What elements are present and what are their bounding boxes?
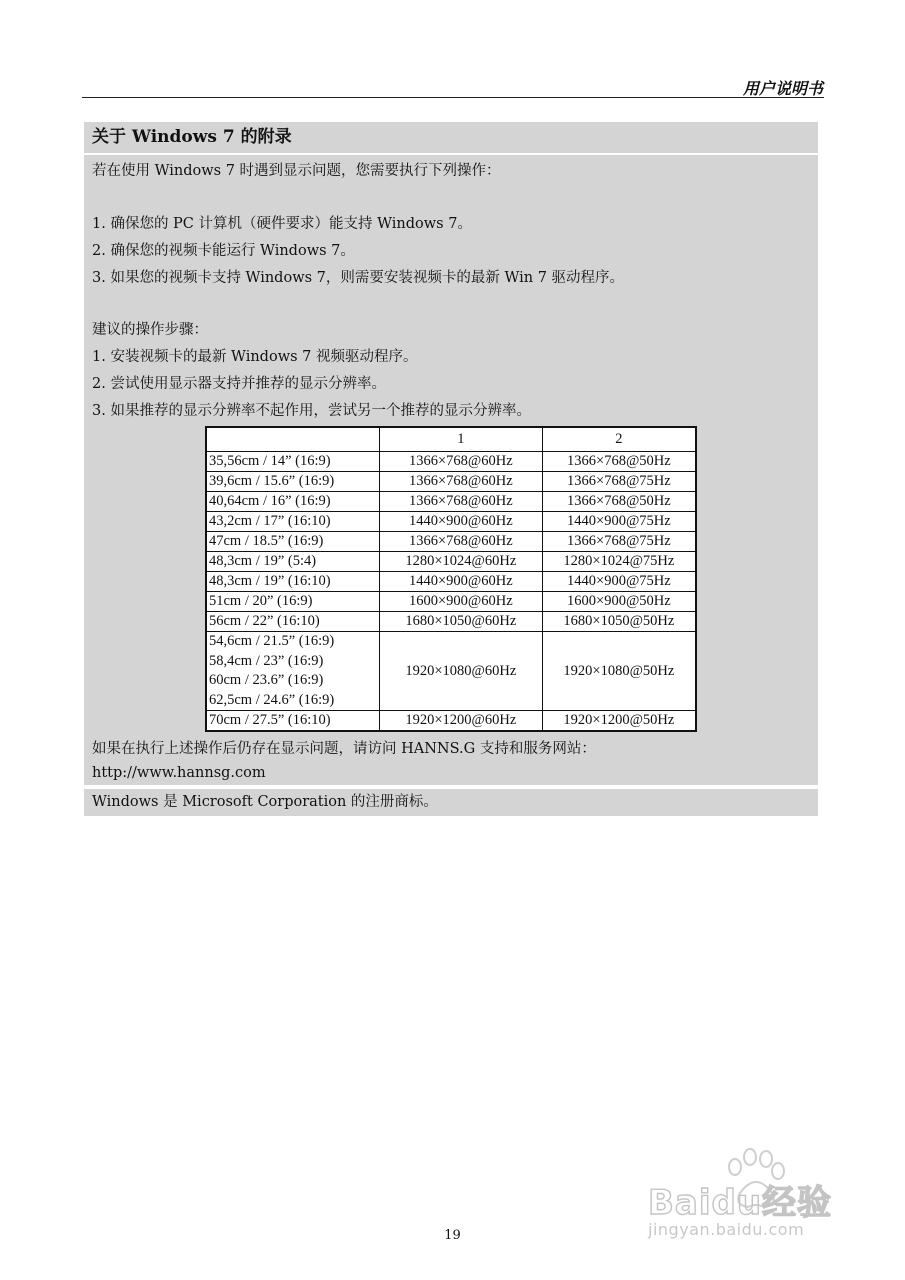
support-url[interactable]: http://www.hannsg.com xyxy=(92,765,266,781)
step-item: 2. 尝试使用显示器支持并推荐的显示分辨率。 xyxy=(92,376,386,392)
step-item: 1. 安装视频卡的最新 Windows 7 视频驱动程序。 xyxy=(92,349,418,365)
resolution-cell: 1280×1024@60Hz xyxy=(379,552,542,572)
resolution-cell: 1280×1024@75Hz xyxy=(542,552,696,572)
table-row xyxy=(206,632,696,711)
size-line: 60cm / 23.6” (16:9) xyxy=(209,672,324,688)
resolution-cell: 1440×900@60Hz xyxy=(379,512,542,532)
resolution-cell: 1366×768@60Hz xyxy=(379,492,542,512)
resolution-cell: 1920×1080@60Hz xyxy=(379,632,542,711)
steps-title: 建议的操作步骤： xyxy=(92,322,208,338)
header-title: 用户说明书 xyxy=(742,79,823,98)
table-row xyxy=(206,592,696,612)
table-row xyxy=(206,512,696,532)
resolution-cell: 1366×768@60Hz xyxy=(379,472,542,492)
resolution-cell: 1600×900@50Hz xyxy=(542,592,696,612)
table-row xyxy=(206,492,696,512)
resolution-cell: 1920×1080@50Hz xyxy=(542,632,696,711)
watermark-url: jingyan.baidu.com xyxy=(648,1220,805,1239)
size-line: 62,5cm / 24.6” (16:9) xyxy=(209,691,335,708)
table-row xyxy=(206,612,696,632)
resolution-table xyxy=(205,426,697,732)
section-title: 关于 Windows 7 的附录 xyxy=(84,122,818,153)
page-number: 19 xyxy=(444,1228,461,1243)
watermark-logo: Baidu经验 xyxy=(648,1183,833,1223)
table-header-cell xyxy=(206,427,379,452)
table-row xyxy=(206,452,696,472)
size-cell: 47cm / 18.5” (16:9) xyxy=(206,532,379,552)
resolution-cell: 1440×900@75Hz xyxy=(542,512,696,532)
table-row xyxy=(206,472,696,492)
size-cell: 51cm / 20” (16:9) xyxy=(206,592,379,612)
step-item: 3. 如果推荐的显示分辨率不起作用，尝试另一个推荐的显示分辨率。 xyxy=(92,403,531,419)
resolution-cell: 1920×1200@50Hz xyxy=(542,711,696,732)
header-rule xyxy=(82,97,824,98)
trademark-footnote: Windows 是 Microsoft Corporation 的注册商标。 xyxy=(84,789,818,816)
size-cell: 70cm / 27.5” (16:10) xyxy=(206,711,379,732)
size-cell: 39,6cm / 15.6” (16:9) xyxy=(206,472,379,492)
resolution-cell: 1680×1050@50Hz xyxy=(542,612,696,632)
resolution-cell: 1366×768@75Hz xyxy=(542,472,696,492)
table-row xyxy=(206,711,696,732)
content-box xyxy=(84,155,818,785)
resolution-cell: 1366×768@60Hz xyxy=(379,532,542,552)
size-line: 54,6cm / 21.5” (16:9) xyxy=(209,633,335,649)
resolution-cell: 1366×768@60Hz xyxy=(379,452,542,472)
table-row xyxy=(206,552,696,572)
resolution-cell: 1600×900@60Hz xyxy=(379,592,542,612)
resolution-cell: 1366×768@50Hz xyxy=(542,452,696,472)
size-cell: 43,2cm / 17” (16:10) xyxy=(206,512,379,532)
requirement-item: 3. 如果您的视频卡支持 Windows 7，则需要安装视频卡的最新 Win 7 驱动程序。 xyxy=(92,270,625,286)
requirement-item: 1. 确保您的 PC 计算机（硬件要求）能支持 Windows 7。 xyxy=(92,216,472,232)
size-cell: 48,3cm / 19” (16:10) xyxy=(206,572,379,592)
size-line: 58,4cm / 23” (16:9) xyxy=(209,652,324,669)
contact-text: 如果在执行上述操作后仍存在显示问题，请访问 HANNS.G 支持和服务网站： xyxy=(92,741,596,757)
requirement-item: 2. 确保您的视频卡能运行 Windows 7。 xyxy=(92,243,355,259)
resolution-cell: 1440×900@60Hz xyxy=(379,572,542,592)
table-row xyxy=(206,572,696,592)
size-cell-multi xyxy=(206,632,379,711)
resolution-cell: 1366×768@75Hz xyxy=(542,532,696,552)
resolution-cell: 1680×1050@60Hz xyxy=(379,612,542,632)
size-cell: 35,56cm / 14” (16:9) xyxy=(206,452,379,472)
table-header-cell: 1 xyxy=(379,427,542,452)
size-cell: 56cm / 22” (16:10) xyxy=(206,612,379,632)
resolution-cell: 1366×768@50Hz xyxy=(542,492,696,512)
table-header-row xyxy=(206,427,696,452)
table-row xyxy=(206,532,696,552)
size-cell: 48,3cm / 19” (5:4) xyxy=(206,552,379,572)
table-header-cell: 2 xyxy=(542,427,696,452)
resolution-cell: 1920×1200@60Hz xyxy=(379,711,542,732)
size-cell: 40,64cm / 16” (16:9) xyxy=(206,492,379,512)
intro-text: 若在使用 Windows 7 时遇到显示问题，您需要执行下列操作： xyxy=(92,163,501,179)
resolution-cell: 1440×900@75Hz xyxy=(542,572,696,592)
